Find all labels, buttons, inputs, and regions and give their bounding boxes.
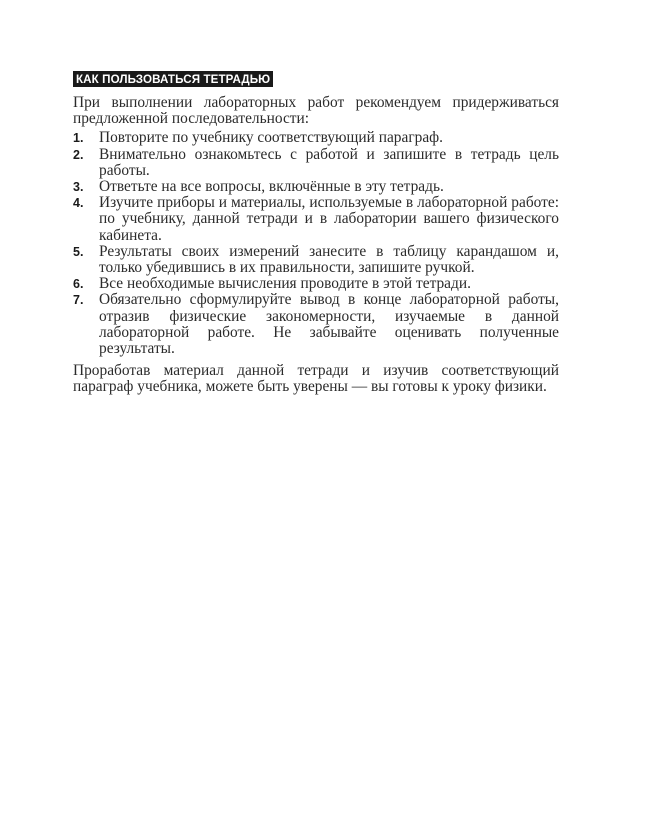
steps-list: [73, 130, 559, 357]
step-number: 5.: [73, 244, 84, 259]
step-number: 3.: [73, 180, 84, 195]
step-number: 7.: [73, 293, 84, 308]
step-number: 1.: [73, 131, 84, 146]
list-item: [73, 195, 559, 244]
section-heading: КАК ПОЛЬЗОВАТЬСЯ ТЕТРАДЬЮ: [73, 71, 273, 87]
step-text: Ответьте на все вопросы, включённые в эту тетрадь.: [99, 178, 444, 196]
outro-paragraph: Проработав материал данной тетради и изучив соответствующий параграф учебника, можете быть уверены — вы готовы к уроку физики.: [73, 362, 559, 396]
step-text: Обязательно сформулируйте вывод в конце лабораторной работы, отразив физические закономерности, изучаемые в данной лабораторной работе. Не забывайте оценивать полученные результаты.: [99, 291, 559, 358]
list-item: [73, 147, 559, 179]
list-item: [73, 276, 559, 292]
step-number: 2.: [73, 147, 84, 162]
list-item: [73, 244, 559, 276]
step-number: 4.: [73, 196, 84, 211]
list-item: [73, 179, 559, 195]
list-item: [73, 292, 559, 357]
step-text: Повторите по учебнику соответствующий параграф.: [99, 129, 443, 147]
step-text: Результаты своих измерений занесите в таблицу карандашом и, только убедившись в их правильности, запишите ручкой.: [99, 242, 559, 277]
step-text: Все необходимые вычисления проводите в этой тетради.: [99, 275, 471, 293]
list-item: [73, 130, 559, 146]
step-text: Изучите приборы и материалы, используемые в лабораторной работе: по учебнику, данной тетради и в лаборатории вашего физического кабинета.: [99, 194, 559, 244]
step-text: Внимательно ознакомьтесь с работой и запишите в тетрадь цель работы.: [99, 145, 559, 179]
step-number: 6.: [73, 277, 84, 292]
document-page: [73, 71, 559, 396]
intro-paragraph: При выполнении лабораторных работ рекомендуем придерживаться предложенной последовательности:: [73, 94, 559, 128]
